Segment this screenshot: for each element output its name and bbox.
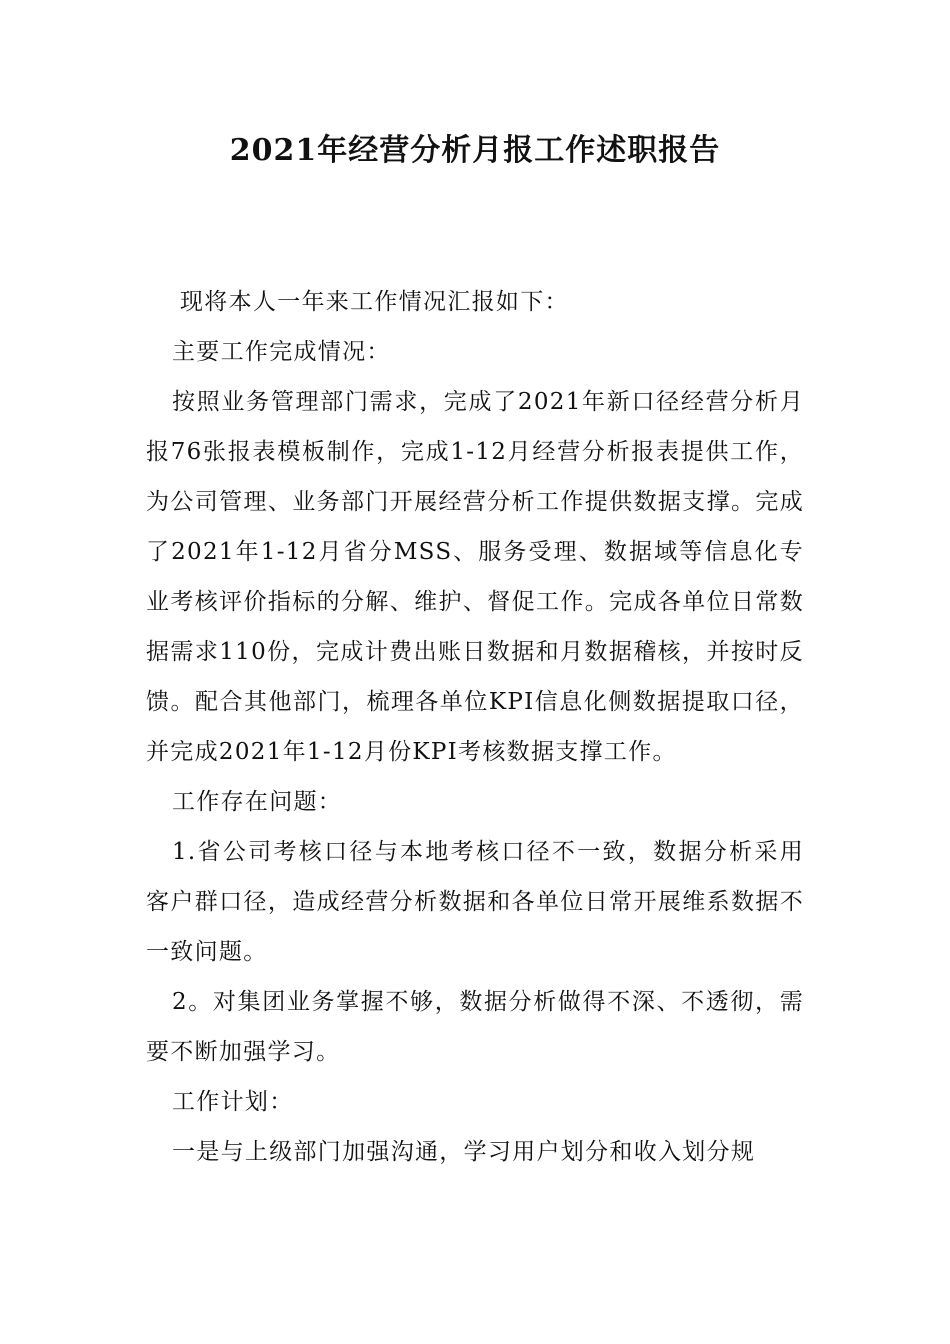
document-body — [146, 277, 804, 1177]
document-title: 2021年经营分析月报工作述职报告 — [229, 133, 721, 168]
problem-item-2: 2。对集团业务掌握不够，数据分析做得不深、不透彻，需要不断加强学习。 — [146, 989, 804, 1065]
section-heading-plan: 工作计划： — [172, 1089, 294, 1115]
section-heading-achievements: 主要工作完成情况： — [172, 339, 391, 365]
intro-paragraph: 现将本人一年来工作情况汇报如下： — [180, 289, 569, 315]
achievements-paragraph: 按照业务管理部门需求，完成了2021年新口径经营分析月报76张报表模板制作，完成1-12月经营分析报表提供工作，为公司管理、业务部门开展经营分析工作提供数据支撑。完成了2021年1-12月省分MSS、服务受理、数据域等信息化专业考核评价指标的分解、维护、督促工作。完成各单位日常数据需求110份，完成计费出账日数据和月数据稽核，并按时反馈。配合其他部门，梳理各单位KPI信息化侧数据提取口径，并完成2021年1-12月份KPI考核数据支撑工作。 — [146, 389, 804, 765]
problem-item-1: 1.省公司考核口径与本地考核口径不一致，数据分析采用客户群口径，造成经营分析数据和各单位日常开展维系数据不一致问题。 — [146, 839, 804, 965]
plan-item-1: 一是与上级部门加强沟通，学习用户划分和收入划分规 — [172, 1139, 756, 1165]
section-heading-problems: 工作存在问题： — [172, 789, 343, 815]
